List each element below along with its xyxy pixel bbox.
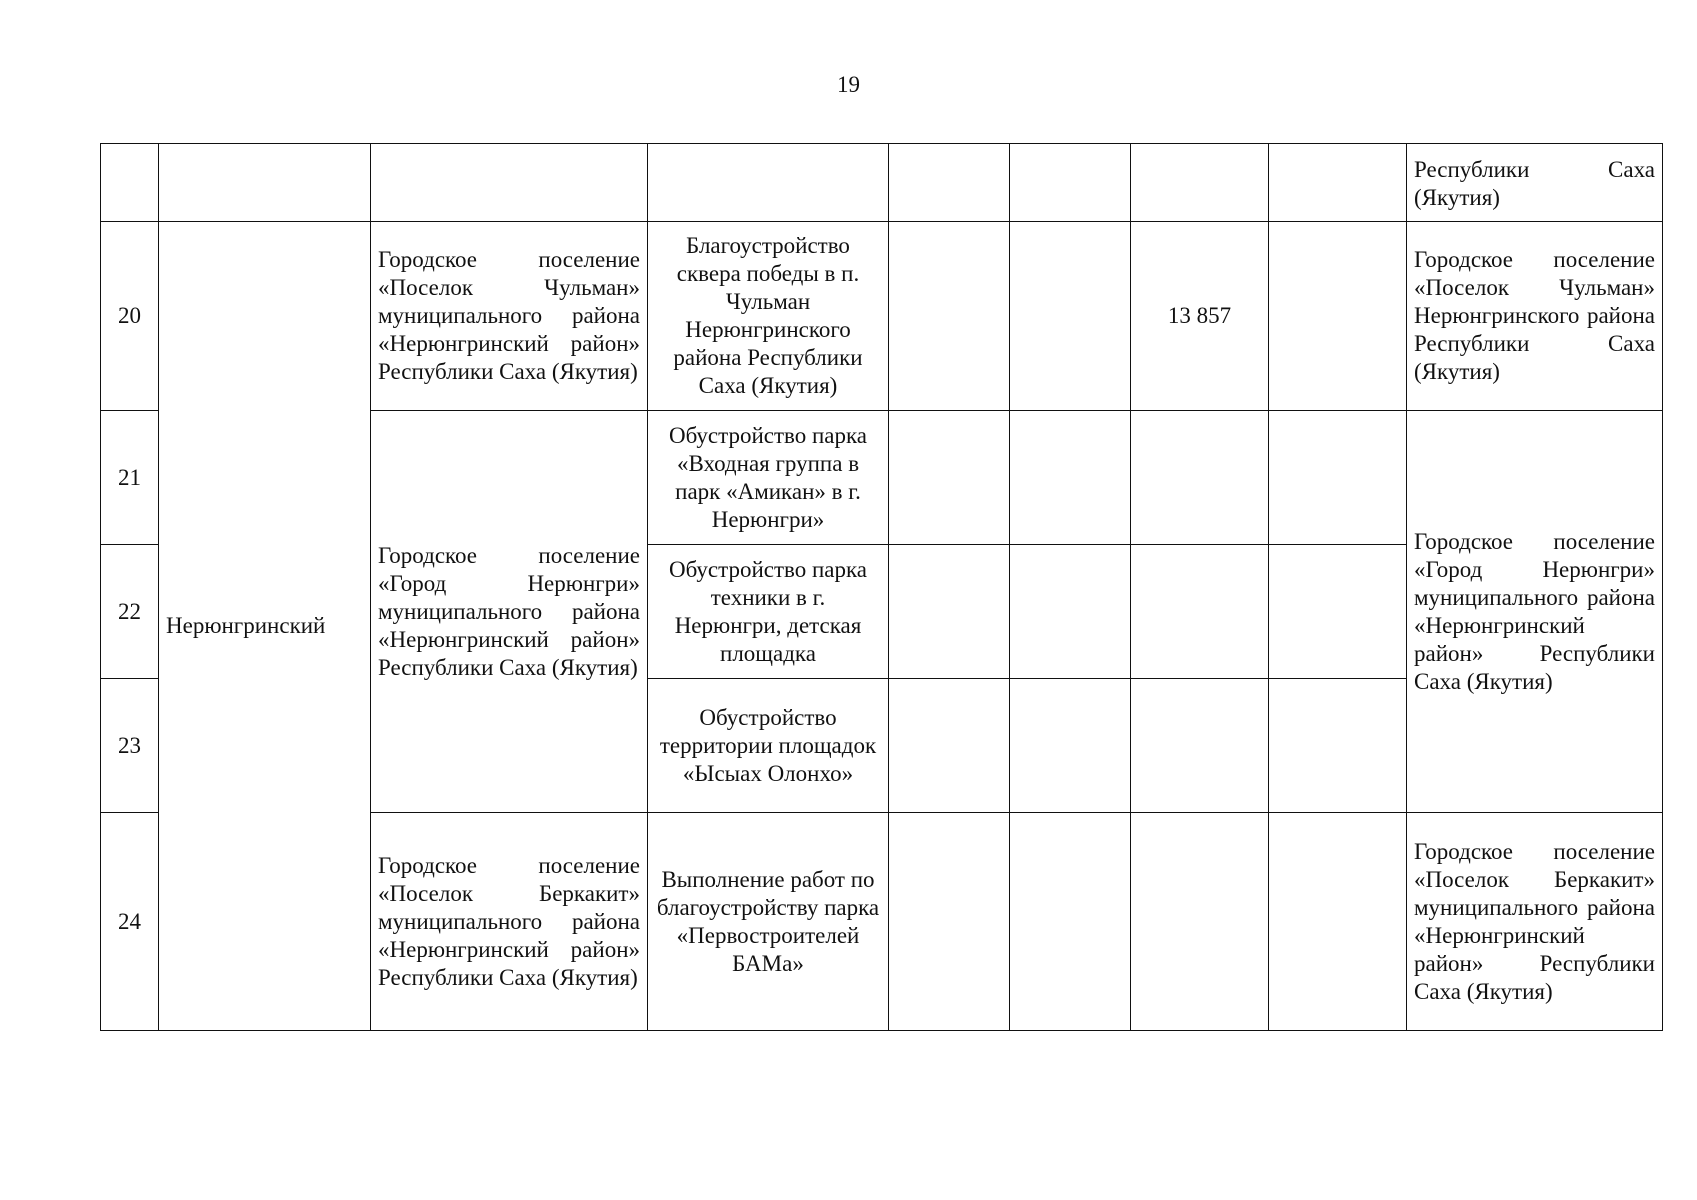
table-row xyxy=(101,222,1663,411)
cell-recipient: Республики Саха (Якутия) xyxy=(1407,144,1663,222)
cell-num xyxy=(101,144,159,222)
cell-amount: 13 857 xyxy=(1131,222,1269,411)
cell-empty xyxy=(1269,813,1407,1031)
cell-district: Нерюнгринский xyxy=(159,222,371,1031)
cell-empty xyxy=(1010,144,1131,222)
cell-object: Обустройство парка техники в г. Нерюнгри, детская площадка xyxy=(648,545,889,679)
cell-empty xyxy=(1010,813,1131,1031)
cell-empty xyxy=(1010,545,1131,679)
cell-empty xyxy=(1269,679,1407,813)
cell-empty xyxy=(1131,545,1269,679)
cell-empty xyxy=(1131,144,1269,222)
cell-settlement: Городское поселение «Поселок Чульман» муниципального района «Нерюнгринский район» Республики Саха (Якутия) xyxy=(371,222,648,411)
cell-object: Благоустройство сквера победы в п. Чульман Нерюнгринского района Республики Саха (Якутия) xyxy=(648,222,889,411)
cell-num: 24 xyxy=(101,813,159,1031)
cell-empty xyxy=(1269,222,1407,411)
cell-settlement xyxy=(371,144,648,222)
cell-num: 20 xyxy=(101,222,159,411)
cell-empty xyxy=(889,679,1010,813)
cell-empty xyxy=(1131,813,1269,1031)
data-table xyxy=(100,143,1663,1031)
cell-empty xyxy=(1269,545,1407,679)
cell-object xyxy=(648,144,889,222)
cell-empty xyxy=(1131,411,1269,545)
cell-recipient: Городское поселение «Город Нерюнгри» муниципального района «Нерюнгринский район» Республики Саха (Якутия) xyxy=(1407,411,1663,813)
cell-recipient: Городское поселение «Поселок Чульман» Нерюнгринского района Республики Саха (Якутия) xyxy=(1407,222,1663,411)
cell-district xyxy=(159,144,371,222)
page-number: 19 xyxy=(837,72,860,97)
cell-num: 22 xyxy=(101,545,159,679)
cell-empty xyxy=(1010,411,1131,545)
cell-empty xyxy=(1269,411,1407,545)
cell-empty xyxy=(1269,144,1407,222)
cell-object: Обустройство территории площадок «Ысыах Олонхо» xyxy=(648,679,889,813)
cell-settlement: Городское поселение «Город Нерюнгри» муниципального района «Нерюнгринский район» Республики Саха (Якутия) xyxy=(371,411,648,813)
cell-recipient: Городское поселение «Поселок Беркакит» муниципального района «Нерюнгринский район» Республики Саха (Якутия) xyxy=(1407,813,1663,1031)
cell-object: Выполнение работ по благоустройству парка «Первостроителей БАМа» xyxy=(648,813,889,1031)
cell-empty xyxy=(889,411,1010,545)
cell-num: 21 xyxy=(101,411,159,545)
cell-object: Обустройство парка «Входная группа в парк «Амикан» в г. Нерюнгри» xyxy=(648,411,889,545)
cell-empty xyxy=(1131,679,1269,813)
cell-settlement: Городское поселение «Поселок Беркакит» муниципального района «Нерюнгринский район» Республики Саха (Якутия) xyxy=(371,813,648,1031)
cell-empty xyxy=(889,144,1010,222)
table-row-continued xyxy=(101,144,1663,222)
cell-num: 23 xyxy=(101,679,159,813)
cell-empty xyxy=(889,813,1010,1031)
cell-empty xyxy=(889,545,1010,679)
cell-empty xyxy=(1010,679,1131,813)
cell-empty xyxy=(889,222,1010,411)
cell-empty xyxy=(1010,222,1131,411)
